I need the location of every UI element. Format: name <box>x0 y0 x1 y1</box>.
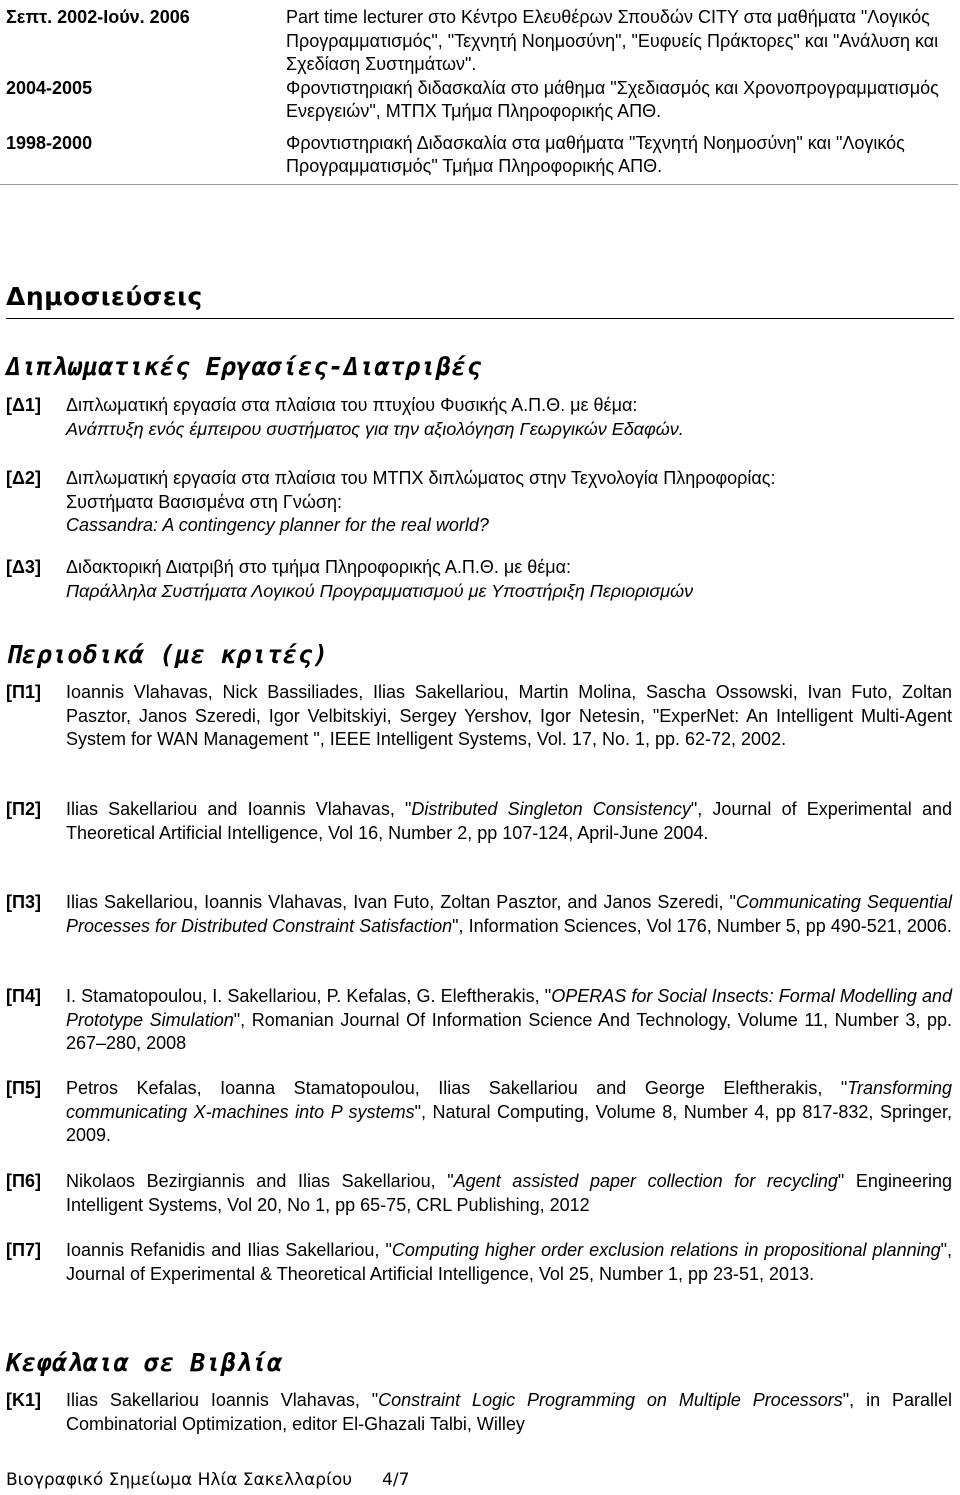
text-run: Φροντιστηριακή διδασκαλία στο μάθημα " <box>286 77 617 98</box>
teaching-row <box>0 6 958 77</box>
text-run: ". <box>465 54 477 74</box>
entry-line <box>66 514 952 538</box>
text-run: I. Stamatopoulou, I. Sakellariou, P. Kefalas, G. Eleftherakis, " <box>66 986 552 1006</box>
entry-line <box>66 556 952 580</box>
teaching-row <box>0 77 958 124</box>
text-run: Φροντιστηριακή Διδασκαλία στα μαθήματα " <box>286 132 636 153</box>
entry-tag: [Π5] <box>6 1078 41 1098</box>
entry-line <box>66 418 952 442</box>
text-run: ", Information Sciences, Vol 176, Number 5, pp 490-521, 2006. <box>452 915 952 936</box>
text-run: ", Journal of Experimental & Theoretical Artificial Intelligence, Vol 25, Number 1, pp 23-51, 2013. <box>66 1240 953 1284</box>
text-run: ", in Parallel Combinatorial Optimization, editor El-Ghazali Talbi, Willey <box>66 1390 952 1434</box>
journal-entry <box>6 985 952 1056</box>
entry-tag: [Κ1] <box>6 1390 41 1410</box>
footer-title: Βιογραφικό Σημείωμα Ηλία Σακελλαρίου <box>6 1470 353 1490</box>
italic-text: Τεχνητή Νοημοσύνη <box>454 30 616 51</box>
publications-heading: Δημοσιεύσεις <box>6 282 203 311</box>
journal-entry <box>6 1239 952 1286</box>
text-run: ", Romanian Journal Of Information Science And Technology, Volume 11, Number 3, pp. 267–280, 2008 <box>66 1009 952 1053</box>
entry-body <box>66 467 952 538</box>
text-run: ", " <box>431 30 455 51</box>
table-divider <box>0 184 958 185</box>
italic-text: Ανάλυση και Σχεδίαση Συστημάτων <box>286 30 939 74</box>
text-run: ", Natural Computing, Volume 8, Number 4, pp 817-832, Springer, 2009. <box>66 1101 952 1145</box>
italic-text: Ευφυείς Πράκτορες <box>637 30 794 51</box>
text-run: " Τμήμα Πληροφορικής ΑΠΘ. <box>431 156 663 176</box>
journal-entry <box>6 681 952 752</box>
text-run: Διπλωματική εργασία στα πλαίσια του πτυχίου Φυσικής Α.Π.Θ. με θέμα: <box>66 395 638 415</box>
italic-text: Communicating Sequential Processes for Distributed Constraint Satisfaction <box>66 892 953 936</box>
text-run: " Engineering Intelligent Systems, Vol 20, No 1, pp 65-75, CRL Publishing, 2012 <box>66 1171 953 1215</box>
italic-text: Ανάπτυξη ενός έμπειρου συστήματος για την αξιολόγηση Γεωργικών Εδαφών. <box>66 418 684 439</box>
italic-text: Computing higher order exclusion relations in propositional planning <box>391 1240 941 1260</box>
text-run: Part time lecturer στο Κέντρο Ελευθέρων Σπουδών CITY στα μαθήματα " <box>286 7 868 27</box>
journal-entry <box>6 891 952 938</box>
journals-heading: Περιοδικά (με κριτές) <box>6 640 329 669</box>
section-underline <box>6 318 954 319</box>
journal-entry <box>6 1170 952 1217</box>
teaching-row <box>0 132 958 179</box>
entry-body <box>66 394 952 441</box>
italic-text: Transforming communicating X-machines into P systems <box>66 1078 952 1122</box>
italic-text: Λογικός Προγραμματισμός <box>286 132 905 176</box>
entry-body <box>66 985 952 1056</box>
entry-tag: [Π3] <box>6 892 41 912</box>
entry-tag: [Δ2] <box>6 468 41 488</box>
thesis-entry <box>6 556 952 603</box>
entry-tag: [Δ1] <box>6 395 41 415</box>
entry-body <box>66 681 952 752</box>
entry-body <box>66 798 952 845</box>
entry-tag: [Π7] <box>6 1240 41 1260</box>
entry-body <box>66 1170 952 1217</box>
theses-heading: Διπλωματικές Εργασίες-Διατριβές <box>6 352 482 381</box>
text-run: Διπλωματική εργασία στα πλαίσια του ΜΤΠΧ διπλώματος στην Τεχνολογία Πληροφορίας: <box>66 468 776 488</box>
page-number: 4/7 <box>382 1470 410 1490</box>
page-footer <box>6 1470 409 1490</box>
chapters-heading: Κεφάλαια σε Βιβλία <box>6 1348 283 1377</box>
teaching-description <box>286 132 958 179</box>
entry-tag: [Π6] <box>6 1171 41 1191</box>
text-run: Ilias Sakellariou, Ioannis Vlahavas, Ivan Futo, Zoltan Pasztor, and Janos Szeredi, " <box>66 892 736 912</box>
text-run: Ilias Sakellariou Ioannis Vlahavas, " <box>66 1390 379 1410</box>
entry-body <box>66 1239 952 1286</box>
text-run: Διδακτορική Διατριβή στο τμήμα Πληροφορικής Α.Π.Θ. με θέμα: <box>66 557 572 577</box>
italic-text: Constraint Logic Programming on Multiple Processors <box>378 1390 843 1410</box>
entry-line <box>66 491 952 515</box>
teaching-table <box>0 6 958 179</box>
thesis-entry <box>6 467 952 538</box>
text-run: " και " <box>793 30 840 51</box>
text-run: Ioannis Refanidis and Ilias Sakellariou, " <box>66 1240 392 1260</box>
italic-text: Cassandra: A contingency planner for the real world? <box>66 515 489 535</box>
teaching-period: 2004-2005 <box>6 77 93 98</box>
entry-body <box>66 1389 952 1436</box>
entry-line <box>66 467 952 491</box>
entry-tag: [Π2] <box>6 799 41 819</box>
teaching-period: 1998-2000 <box>6 132 93 153</box>
thesis-entry <box>6 394 952 441</box>
text-run: Nikolaos Bezirgiannis and Ilias Sakellariou, " <box>66 1171 454 1191</box>
journal-entry <box>6 798 952 845</box>
teaching-description <box>286 6 958 77</box>
italic-text: Σχεδιασμός και Χρονοπρογραμματισμός Ενεργειών <box>286 77 939 121</box>
entry-body <box>66 556 952 603</box>
italic-text: Τεχνητή Νοημοσύνη <box>635 132 797 153</box>
entry-body <box>66 1077 952 1148</box>
text-run: ", " <box>615 30 638 51</box>
entry-tag: [Π1] <box>6 682 41 702</box>
entry-line <box>66 394 952 418</box>
teaching-description <box>286 77 958 124</box>
journal-entry <box>6 1077 952 1148</box>
text-run: Ioannis Vlahavas, Nick Bassiliades, Ilias Sakellariou, Martin Molina, Sascha Ossowski, Ivan Futo, Zoltan Pasztor, Janos Szeredi, Igor Velbitskiyi, Sergey Yershov, Igor Netesin, "ExperNet: An Intelligent Multi-Agent System for WAN Management ", IEEE Intelligent Systems, Vol. 17, No. 1, pp. 62-72, 2002. <box>66 682 952 749</box>
text-run: ", ΜΤΠΧ Τμήμα Πληροφορικής ΑΠΘ. <box>369 101 662 121</box>
teaching-period: Σεπτ. 2002-Ιούν. 2006 <box>6 7 190 27</box>
italic-text: OPERAS for Social Insects: Formal Modelling and Prototype Simulation <box>66 986 953 1030</box>
entry-tag: [Δ3] <box>6 557 41 577</box>
text-run: " και " <box>796 132 843 153</box>
italic-text: Λογικός Προγραμματισμός <box>286 7 930 51</box>
italic-text: Agent assisted paper collection for recycling <box>453 1171 838 1191</box>
italic-text: Distributed Singleton Consistency <box>411 799 691 819</box>
text-run: Συστήματα Βασισμένα στη Γνώση: <box>66 491 342 512</box>
text-run: ", Journal of Experimental and Theoretical Artificial Intelligence, Vol 16, Number 2, pp 107-124, April-June 2004. <box>66 799 952 843</box>
entry-tag: [Π4] <box>6 986 41 1006</box>
text-run: Ilias Sakellariou and Ioannis Vlahavas, " <box>66 799 412 819</box>
text-run: Petros Kefalas, Ioanna Stamatopoulou, Ilias Sakellariou and George Eleftherakis, " <box>66 1078 848 1098</box>
italic-text: Παράλληλα Συστήματα Λογικού Προγραμματισμού με Υποστήριξη Περιορισμών <box>66 580 694 601</box>
chapter-entry <box>6 1389 952 1436</box>
entry-body <box>66 891 952 938</box>
entry-line <box>66 580 952 604</box>
